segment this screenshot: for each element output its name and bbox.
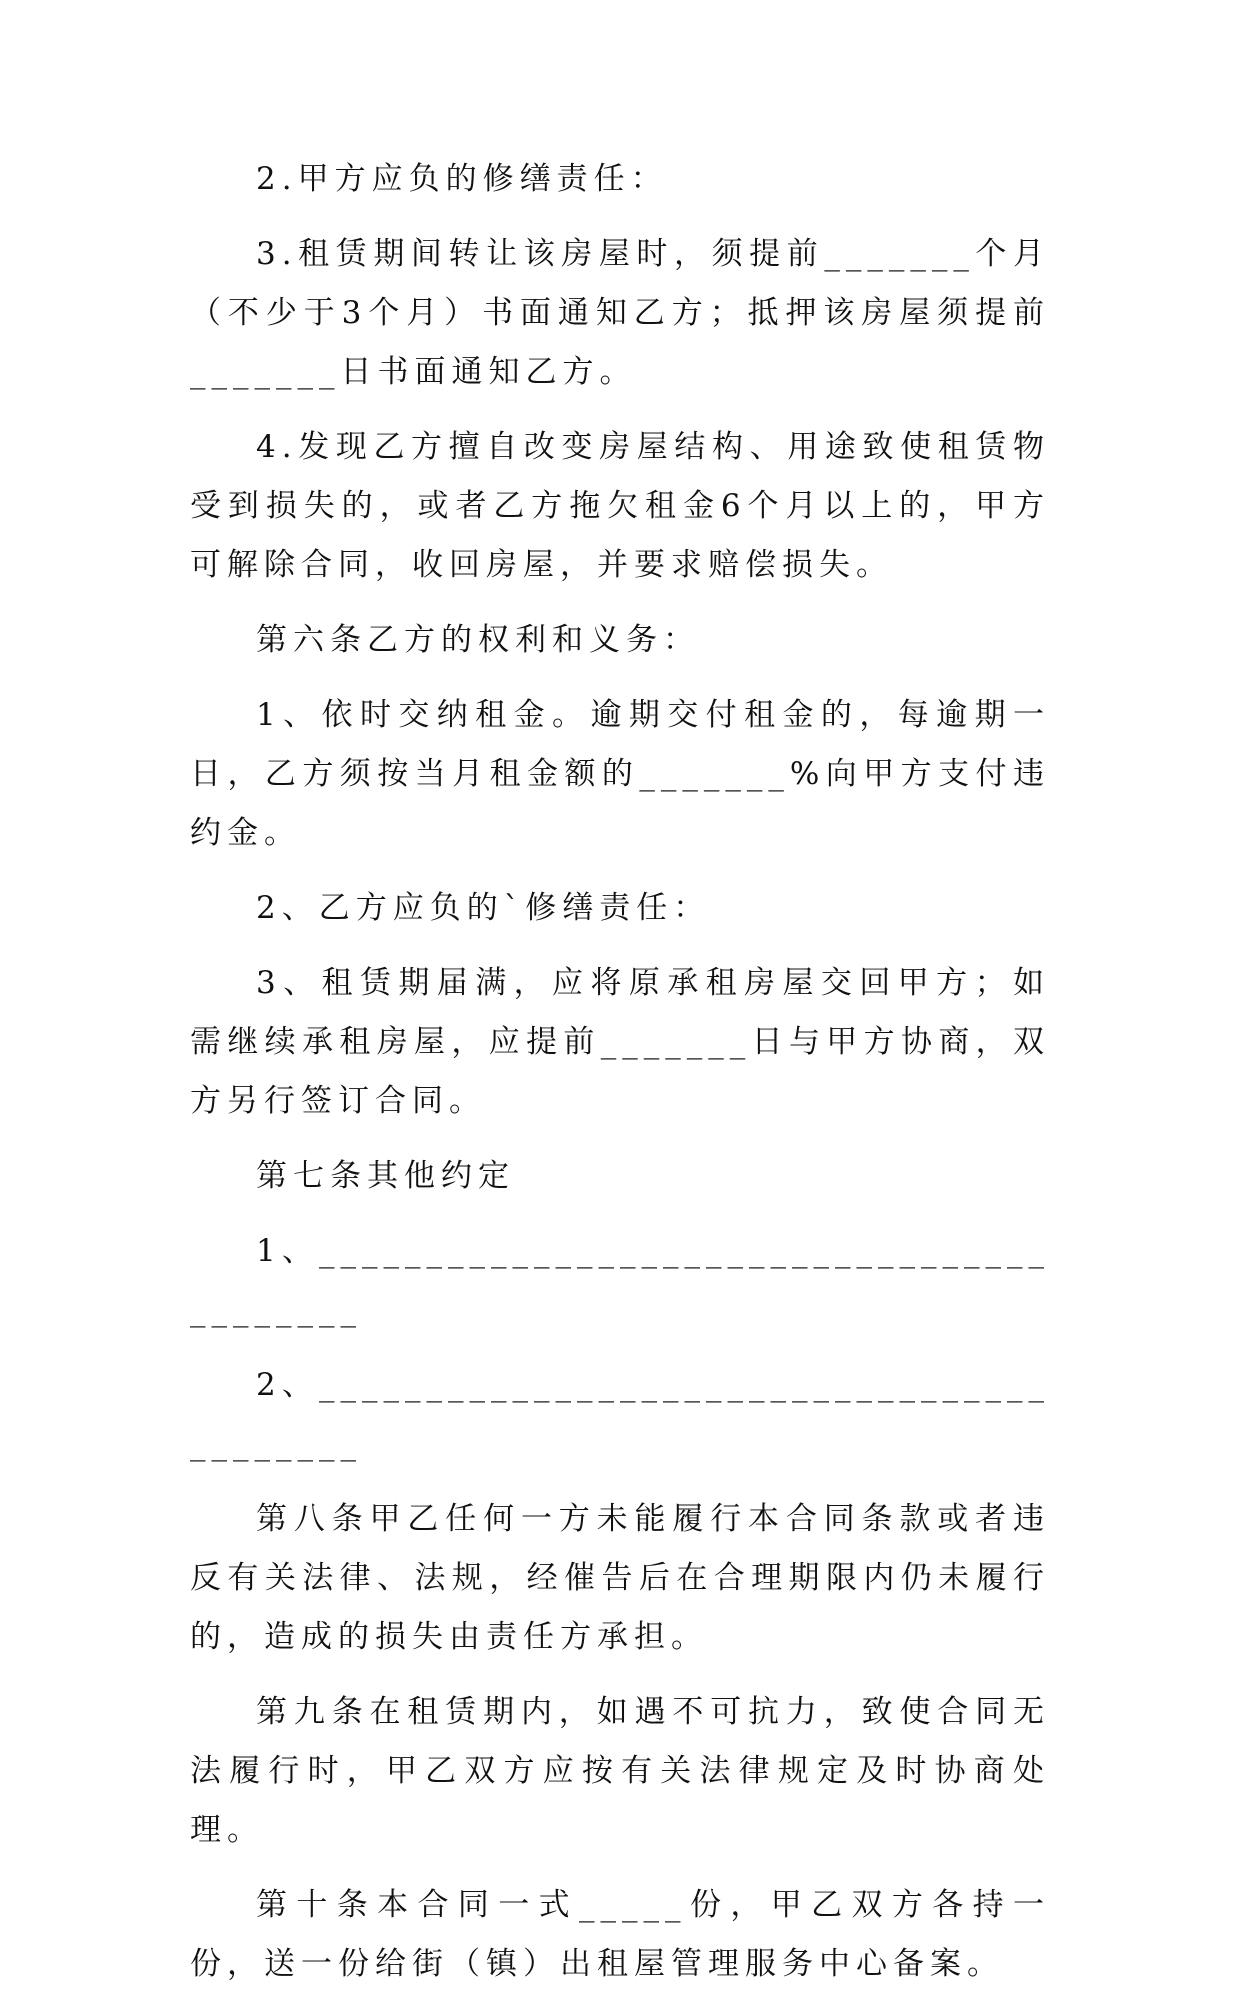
clause-termination: 4.发现乙方擅自改变房屋结构、用途致使租赁物受到损失的，或者乙方拖欠租金6个月以上的，甲方可解除合同，收回房屋，并要求赔偿损失。 — [190, 429, 1050, 583]
article-10: 第十条本合同一式_____份，甲乙双方各持一份，送一份给街（镇）出租屋管理服务中心备案。 — [190, 1887, 1050, 1982]
document-page — [190, 150, 1050, 2010]
clause-tenant-repair: 2、乙方应负的`修缮责任： — [256, 890, 711, 926]
clause-landlord-repair: 2.甲方应负的修缮责任： — [256, 161, 668, 197]
article-9: 第九条在租赁期内，如遇不可抗力，致使合同无法履行时，甲乙双方应按有关法律规定及时协商处理。 — [190, 1694, 1050, 1848]
clause-lease-expiry: 3、租赁期届满，应将原承租房屋交回甲方；如需继续承租房屋，应提前_______日与甲方协商，双方另行签订合同。 — [190, 965, 1050, 1119]
article-8: 第八条甲乙任何一方未能履行本合同条款或者违反有关法律、法规，经催告后在合理期限内仍未履行的，造成的损失由责任方承担。 — [190, 1501, 1050, 1655]
clause-rent-payment: 1、依时交纳租金。逾期交付租金的，每逾期一日，乙方须按当月租金额的_______%向甲方支付违约金。 — [190, 697, 1050, 851]
article-7-heading: 第七条其他约定 — [256, 1158, 515, 1194]
other-agreement-1: 1、__________________________________________ — [190, 1233, 1050, 1328]
article-6-heading: 第六条乙方的权利和义务： — [256, 622, 700, 658]
clause-transfer-notice: 3.租赁期间转让该房屋时，须提前_______个月（不少于3个月）书面通知乙方；抵押该房屋须提前_______日书面通知乙方。 — [190, 236, 1050, 390]
other-agreement-2: 2、__________________________________________ — [190, 1367, 1050, 1462]
